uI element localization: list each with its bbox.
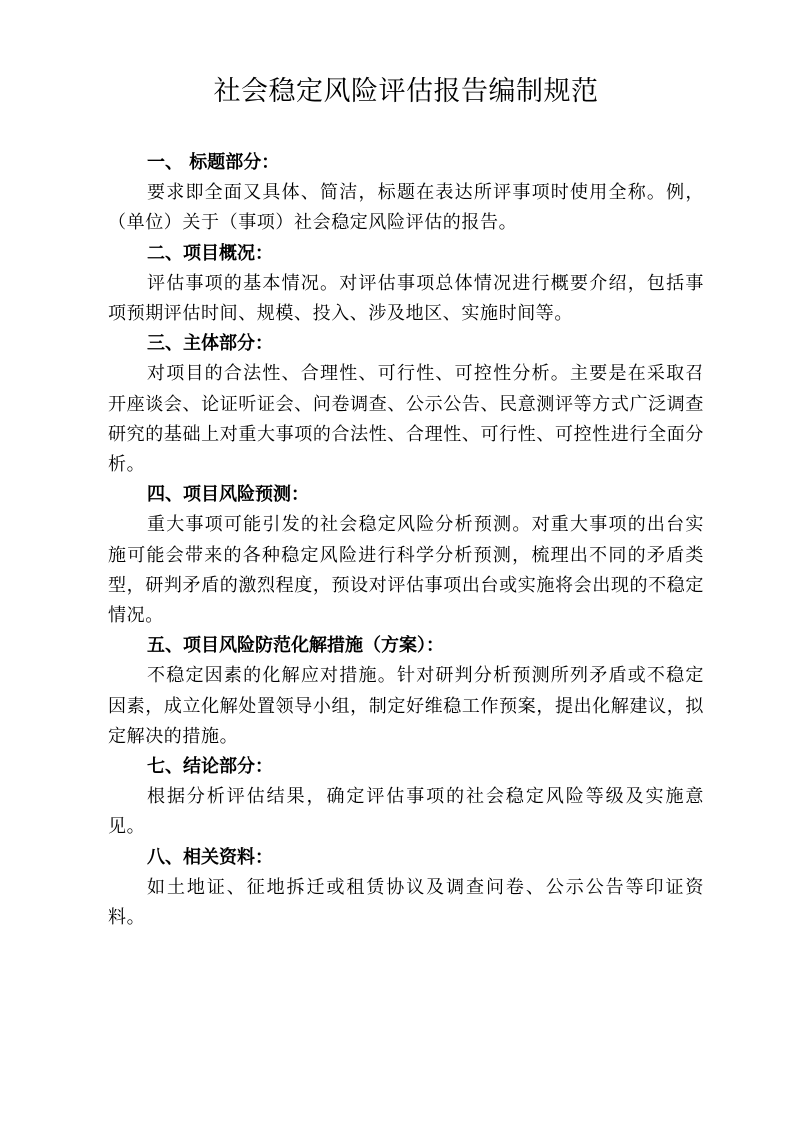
section-body: 如土地证、征地拆迁或租赁协议及调查问卷、公示公告等印证资料。 <box>108 876 704 929</box>
section-project-overview <box>108 239 704 330</box>
section-title-part <box>108 148 704 239</box>
section-body: 不稳定因素的化解应对措施。针对研判分析预测所列矛盾或不稳定因素，成立化解处置领导小组，制定好维稳工作预案，提出化解建议，拟定解决的措施。 <box>108 665 704 747</box>
section-body: 评估事项的基本情况。对评估事项总体情况进行概要介绍，包括事项预期评估时间、规模、投入、涉及地区、实施时间等。 <box>108 272 704 325</box>
section-related-materials <box>108 843 704 934</box>
section-heading: 五、项目风险防范化解措施（方案）： <box>147 635 444 657</box>
section-body: 根据分析评估结果，确定评估事项的社会稳定风险等级及实施意见。 <box>108 786 704 838</box>
section-risk-mitigation <box>108 631 704 752</box>
section-risk-prediction <box>108 480 704 631</box>
section-heading: 八、相关资料： <box>147 846 273 868</box>
section-heading: 七、结论部分： <box>147 756 273 778</box>
section-heading: 二、项目概况： <box>147 242 273 264</box>
section-heading: 四、项目风险预测： <box>147 484 309 506</box>
document-page <box>108 72 704 933</box>
section-main-part <box>108 329 704 480</box>
section-body: 要求即全面又具体、简洁，标题在表达所评事项时使用全称。例，（单位）关于（事项）社会稳定风险评估的报告。 <box>108 182 704 234</box>
section-body: 对项目的合法性、合理性、可行性、可控性分析。主要是在采取召开座谈会、论证听证会、问卷调查、公示公告、民意测评等方式广泛调查研究的基础上对重大事项的合法性、合理性、可行性、可控性进行全面分析。 <box>108 363 704 476</box>
section-heading: 三、主体部分： <box>147 333 273 355</box>
section-conclusion <box>108 752 704 843</box>
section-heading: 一、 标题部分： <box>147 152 280 173</box>
document-title: 社会稳定风险评估报告编制规范 <box>213 76 599 107</box>
section-body: 重大事项可能引发的社会稳定风险分析预测。对重大事项的出台实施可能会带来的各种稳定风险进行科学分析预测，梳理出不同的矛盾类型，研判矛盾的激烈程度，预设对评估事项出台或实施将会出现的不稳定情况。 <box>108 514 704 627</box>
